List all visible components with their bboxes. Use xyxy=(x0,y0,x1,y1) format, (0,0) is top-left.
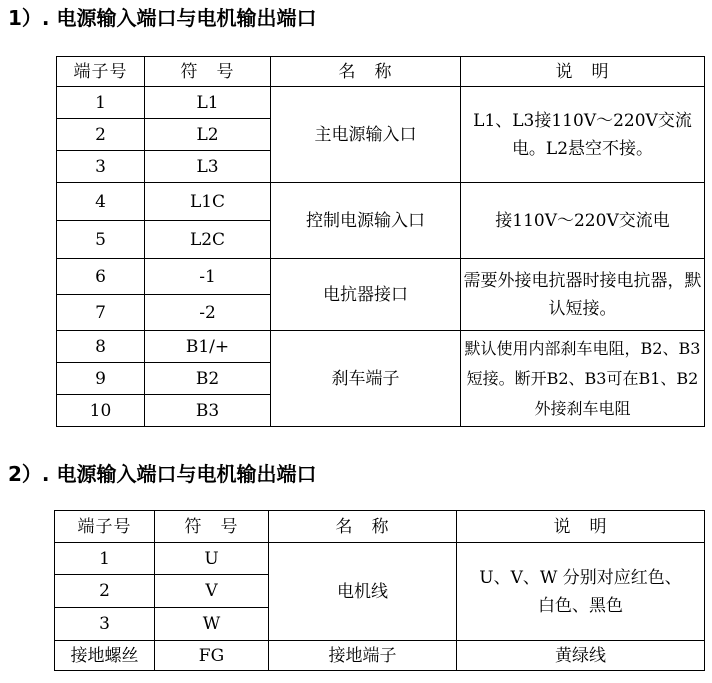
terminal-symbol: B2 xyxy=(145,363,271,395)
terminal-description: 需要外接电抗器时接电抗器，默认短接。 xyxy=(461,259,705,331)
terminal-name: 电抗器接口 xyxy=(271,259,461,331)
terminal-symbol: -1 xyxy=(145,259,271,295)
table-header-row xyxy=(57,57,705,87)
header-description: 说 明 xyxy=(457,511,705,543)
table-row xyxy=(57,331,705,363)
terminal-symbol: W xyxy=(155,608,269,641)
terminal-number: 6 xyxy=(57,259,145,295)
terminal-number: 7 xyxy=(57,295,145,331)
header-name: 名 称 xyxy=(271,57,461,87)
terminal-name: 电机线 xyxy=(269,543,457,641)
terminal-symbol: L1C xyxy=(145,183,271,221)
terminal-description: U、V、W 分别对应红色、白色、黑色 xyxy=(457,543,705,641)
terminal-symbol: L3 xyxy=(145,151,271,183)
terminal-symbol: B1/+ xyxy=(145,331,271,363)
terminal-symbol: B3 xyxy=(145,395,271,427)
terminal-description: L1、L3接110V～220V交流电。L2悬空不接。 xyxy=(461,87,705,183)
section-1-title: 1）. 电源输入端口与电机输出端口 xyxy=(8,6,317,30)
terminal-table-1 xyxy=(56,56,705,427)
terminal-number: 3 xyxy=(57,151,145,183)
terminal-symbol: L2C xyxy=(145,221,271,259)
terminal-name: 刹车端子 xyxy=(271,331,461,427)
header-description: 说 明 xyxy=(461,57,705,87)
header-terminal-number: 端子号 xyxy=(57,57,145,87)
terminal-symbol: -2 xyxy=(145,295,271,331)
terminal-number: 3 xyxy=(55,608,155,641)
table-row xyxy=(57,87,705,119)
terminal-number: 接地螺丝 xyxy=(55,641,155,671)
table-row xyxy=(57,259,705,295)
header-terminal-number: 端子号 xyxy=(55,511,155,543)
table-header-row xyxy=(55,511,705,543)
terminal-description: 接110V～220V交流电 xyxy=(461,183,705,259)
terminal-number: 9 xyxy=(57,363,145,395)
terminal-symbol: FG xyxy=(155,641,269,671)
header-name: 名 称 xyxy=(269,511,457,543)
terminal-symbol: L2 xyxy=(145,119,271,151)
terminal-number: 2 xyxy=(55,575,155,608)
table-row xyxy=(57,183,705,221)
terminal-symbol: V xyxy=(155,575,269,608)
terminal-number: 1 xyxy=(55,543,155,575)
terminal-description: 默认使用内部刹车电阻，B2、B3短接。断开B2、B3可在B1、B2外接刹车电阻 xyxy=(461,331,705,427)
section-2-title: 2）. 电源输入端口与电机输出端口 xyxy=(8,462,317,486)
terminal-number: 2 xyxy=(57,119,145,151)
terminal-symbol: U xyxy=(155,543,269,575)
table-row xyxy=(55,543,705,575)
terminal-number: 5 xyxy=(57,221,145,259)
terminal-number: 4 xyxy=(57,183,145,221)
terminal-name: 接地端子 xyxy=(269,641,457,671)
table-row xyxy=(55,641,705,671)
terminal-name: 主电源输入口 xyxy=(271,87,461,183)
header-symbol: 符 号 xyxy=(145,57,271,87)
terminal-symbol: L1 xyxy=(145,87,271,119)
terminal-table-2 xyxy=(54,510,705,671)
terminal-number: 10 xyxy=(57,395,145,427)
terminal-description: 黄绿线 xyxy=(457,641,705,671)
terminal-name: 控制电源输入口 xyxy=(271,183,461,259)
header-symbol: 符 号 xyxy=(155,511,269,543)
terminal-number: 1 xyxy=(57,87,145,119)
terminal-number: 8 xyxy=(57,331,145,363)
